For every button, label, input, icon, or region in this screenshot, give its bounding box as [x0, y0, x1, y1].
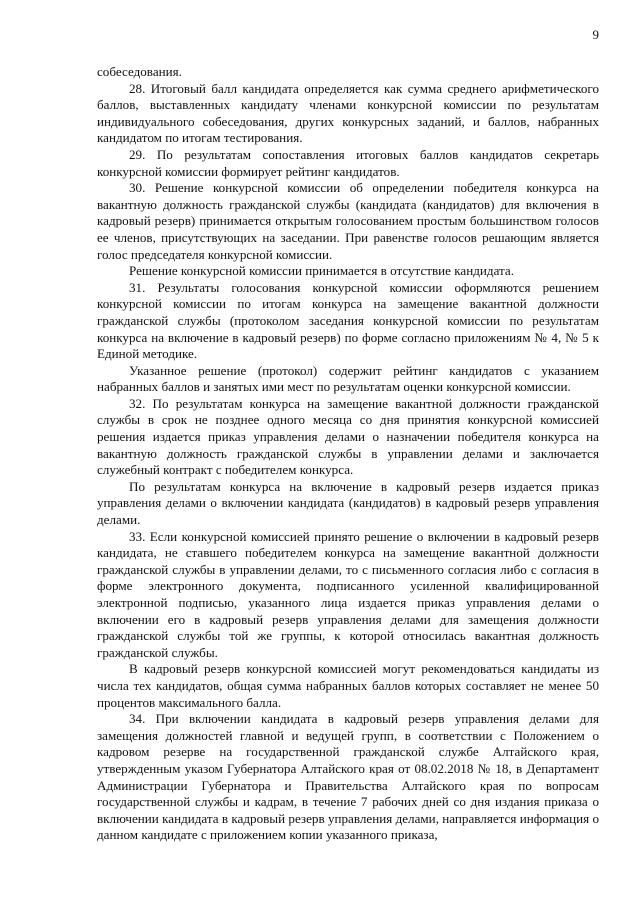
paragraph: В кадровый резерв конкурсной комиссией могут рекомендоваться кандидаты из числа тех кандидатов, общая сумма набранных баллов которых составляет не менее 50 процентов максимального балла.	[97, 661, 599, 710]
paragraph: По результатам конкурса на включение в кадровый резерв издается приказ управления делами о включении кандидата (кандидатов) в кадровый резерв управления делами.	[97, 478, 599, 528]
paragraph: 33. Если конкурсной комиссией принято решение о включении в кадровый резерв кандидата, не ставшего победителем конкурса на замещение вакантной должности гражданской службы в управлении делами, то с письменного согласия либо с согласия в форме электронного документа, подписанного усиленной квалифицированной электронной подписью, указанного лица издается приказ управления делами о включении его в кадровый резерв управления делами для замещения должности гражданской службы той же группы, к которой относилась вакантная должность гражданской службы.	[97, 528, 599, 660]
paragraph: 34. При включении кандидата в кадровый резерв управления делами для замещения должностей главной и ведущей групп, в соответствии с Положением о кадровом резерве на государственной гражданской службе Алтайского края, утвержденным указом Губернатора Алтайского края от 08.02.2018 № 18, в Департамент Администрации Губернатора и Правительства Алтайского края по вопросам государственной службы и кадрам, в течение 7 рабочих дней со дня издания приказа о включении кандидата в кадровый резерв управления делами, направляется информация о данном кандидате с приложением копии указанного приказа,	[97, 711, 599, 843]
paragraph: собеседования.	[97, 64, 182, 79]
paragraph: Решение конкурсной комиссии принимается в отсутствие кандидата.	[129, 263, 515, 279]
paragraph: Указанное решение (протокол) содержит рейтинг кандидатов с указанием набранных баллов и занятых ими мест по результатам оценки конкурсной комиссии.	[97, 362, 599, 395]
paragraph: 28. Итоговый балл кандидата определяется как сумма среднего арифметического баллов, выставленных кандидату членами конкурсной комиссии по результатам индивидуального собеседования, других конкурсных заданий, и баллов, набранных кандидатом по итогам тестирования.	[97, 80, 599, 146]
paragraph: 31. Результаты голосования конкурсной комиссии оформляются решением конкурсной комиссии по итогам конкурса на замещение вакантной должности гражданской службы (протоколом заседания конкурсной комиссии по результатам конкурса на включение в кадровый резерв) по форме согласно приложениям № 4, № 5 к Единой методике.	[97, 279, 599, 362]
paragraph: 32. По результатам конкурса на замещение вакантной должности гражданской службы в срок не позднее одного месяца со дня принятия конкурсной комиссией решения издается приказ управления делами о назначении победителя конкурса на вакантную должность гражданской службы в управлении делами и заключается служебный контракт с победителем конкурса.	[97, 395, 599, 478]
document-body	[97, 64, 599, 844]
paragraph: 30. Решение конкурсной комиссии об определении победителя конкурса на вакантную должность гражданской службы (кандидата (кандидатов) для включения в кадровый резерв) принимается открытым голосованием простым большинством голосов ее членов, присутствующих на заседании. При равенстве голосов решающим является голос председателя конкурсной комиссии.	[97, 180, 599, 262]
paragraph: 29. По результатам сопоставления итоговых баллов кандидатов секретарь конкурсной комиссии формирует рейтинг кандидатов.	[97, 146, 599, 179]
page-number: 9	[592, 27, 599, 42]
